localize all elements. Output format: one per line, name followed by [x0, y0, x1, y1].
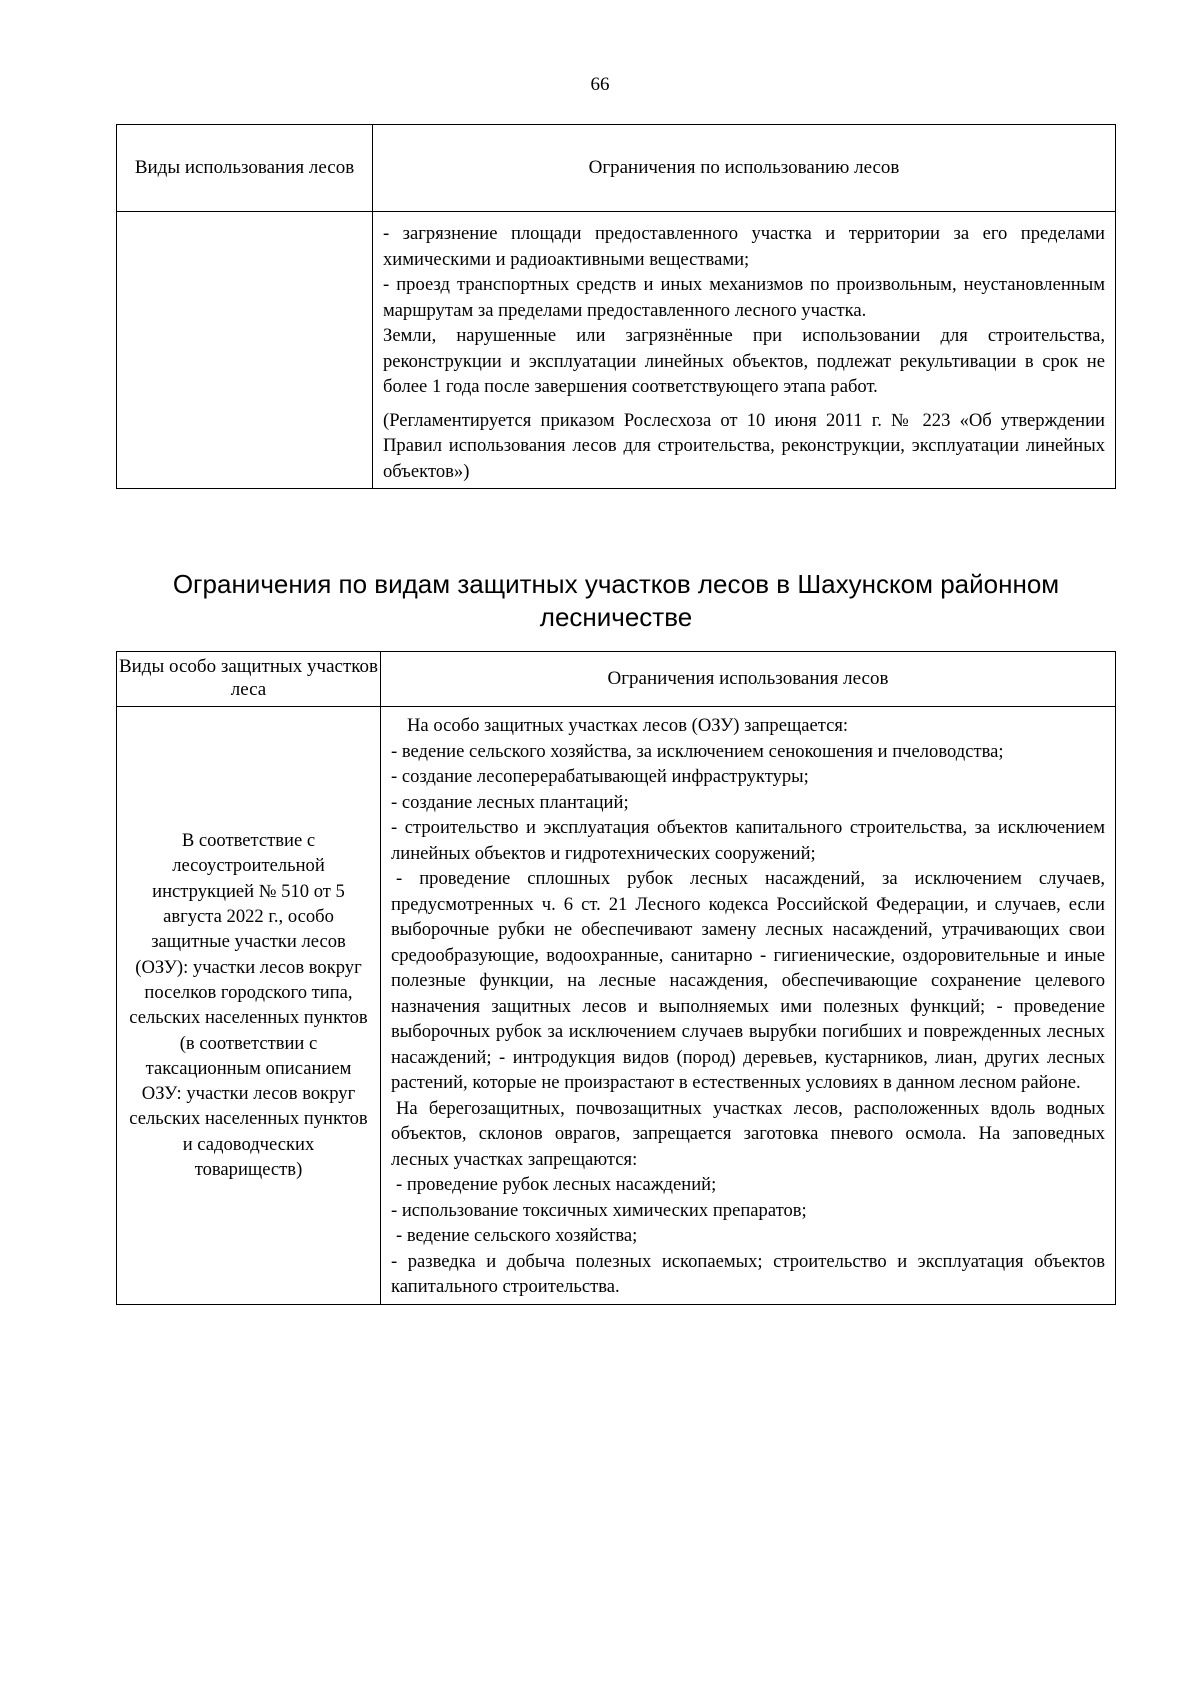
header-forest-use-types: Виды использования лесов: [117, 125, 373, 212]
table-header-row: [117, 652, 1116, 707]
restriction-item: - создание лесных плантаций;: [391, 791, 629, 813]
page-number: 66: [590, 74, 610, 95]
table-header-row: [117, 125, 1116, 212]
header-use-restrictions: Ограничения использования лесов: [381, 652, 1116, 707]
section-heading: Ограничения по видам защитных участков лесов в Шахунском районном лесничестве: [172, 569, 1060, 632]
restriction-item: - ведение сельского хозяйства;: [396, 1225, 638, 1246]
restrictions-cell: [381, 707, 1116, 1305]
restriction-item: - загрязнение площади предоставленного участка и территории за его пределами химическими и радиоактивными веществами;: [383, 223, 1105, 270]
restriction-item: - разведка и добыча полезных ископаемых; строительство и эксплуатация объектов капитального строительства.: [391, 1250, 1105, 1297]
restriction-item: - строительство и эксплуатация объектов капитального строительства, за исключением линейных объектов и гидротехнических сооружений;: [391, 817, 1105, 864]
intro-line: На особо защитных участках лесов (ОЗУ) запрещается:: [407, 715, 849, 736]
protective-area-description: В соответствие с лесоустроительной инструкцией № 510 от 5 августа 2022 г., особо защитные участки лесов (ОЗУ): участки лесов вокруг поселков городского типа, сельских населенных пунктов (в соответствии с таксационным описанием ОЗУ: участки лесов вокруг сельских населенных пунктов и садоводческих товариществ): [117, 707, 381, 1305]
regulation-reference: (Регламентируется приказом Рослесхоза от 10 июня 2011 г. № 223 «Об утверждении Правил использования лесов для строительства, реконструкции, эксплуатации линейных объектов»): [383, 409, 1105, 482]
table-row: [117, 707, 1116, 1305]
header-protective-area-types: Виды особо защитных участков леса: [117, 652, 381, 707]
protective-areas-table: [116, 651, 1116, 1305]
restrictions-cell: [373, 212, 1116, 489]
restriction-item: - проезд транспортных средств и иных механизмов по произвольным, неустановленным маршрутам за пределами предоставленного лесного участка.: [383, 274, 1105, 321]
table-row: [117, 212, 1116, 489]
empty-cell: [117, 212, 373, 489]
restriction-item: - проведение сплошных рубок лесных насаждений, за исключением случаев, предусмотренных ч. 6 ст. 21 Лесного кодекса Российской Федерации, и случаев, если выборочные рубки не обеспечивают замену лесных насаждений, утрачивающих свои средообразующие, водоохранные, санитарно - гигиенические, оздоровительные и иные полезные функции, на лесные насаждения, обеспечивающие сохранение целевого назначения защитных лесов и выполняемых ими полезных функций; - проведение выборочных рубок за исключением случаев вырубки погибших и поврежденных лесных насаждений; - интродукция видов (пород) деревьев, кустарников, лиан, других лесных растений, которые не произрастают в естественных условиях в данном лесном районе.: [391, 868, 1105, 1093]
restriction-item: - создание лесоперерабатывающей инфраструктуры;: [391, 766, 809, 787]
restriction-item: - ведение сельского хозяйства, за исключением сенокошения и пчеловодства;: [391, 740, 1004, 762]
restriction-item: - проведение рубок лесных насаждений;: [396, 1174, 717, 1195]
coastal-protection-paragraph: На берегозащитных, почвозащитных участках лесов, расположенных вдоль водных объектов, склонов оврагов, запрещается заготовка пневого осмола. На заповедных лесных участках запрещаются:: [391, 1097, 1105, 1170]
restriction-item: - использование токсичных химических препаратов;: [391, 1199, 807, 1221]
header-use-restrictions: Ограничения по использованию лесов: [373, 125, 1116, 212]
restrictions-table-continued: [116, 124, 1116, 489]
reclamation-paragraph: Земли, нарушенные или загрязнённые при использовании для строительства, реконструкции и эксплуатации линейных объектов, подлежат рекультивации в срок не более 1 года после завершения соответствующего этапа работ.: [383, 325, 1105, 397]
